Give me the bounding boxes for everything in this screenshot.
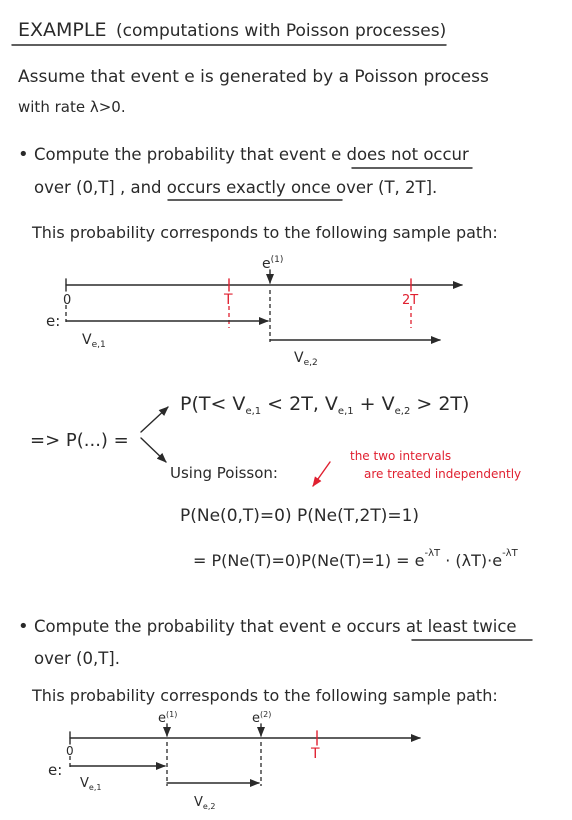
question2-line1 — [34, 617, 517, 636]
annotation-line-1: the two intervals — [350, 449, 452, 463]
branch-arrow-up — [141, 407, 168, 432]
d1-axis-label: e: — [46, 312, 61, 330]
d2-label-0: 0 — [66, 744, 74, 758]
math-upper: $P(T< V_{e,1} < 2T$, $V_{e,1} + V_{e,2} > 2T$) — [180, 393, 470, 417]
intro-line-1: Assume that event e is generated by a Poisson process — [18, 67, 489, 87]
d1-v2-label: $V_{e,2}$ — [294, 350, 318, 368]
example-heading-prefix: EXAMPLE — [18, 19, 107, 41]
formula-line-2: = $P(Ne(T)=0)P(Ne(T)=1) = e^{-\lambda T} \cdot (\lambda T)\cdot e^{-\lambda T}$ — [193, 548, 518, 570]
example-heading-paren: (computations with Poisson processes) — [116, 21, 447, 41]
d1-label-2T: 2T — [402, 293, 419, 308]
formula-line-1: P(Ne(0,T)=0) P(Ne(T,2T)=1) — [180, 506, 420, 526]
question1-bullet: • — [18, 144, 29, 165]
sample-path-text-2: This probability corresponds to the following sample path: — [32, 686, 498, 705]
question2-line1-underlined: at least twice — [405, 617, 517, 636]
d2-axis-label: e: — [48, 761, 63, 779]
question2-bullet: • — [18, 616, 29, 637]
question1-line2 — [34, 178, 437, 197]
question2-line1-pre: Compute the probability that event e occurs — [34, 617, 406, 636]
d2-v1-label: $V_{e,1}$ — [80, 776, 102, 792]
question1-line2-underlined: occurs exactly once — [166, 178, 331, 197]
annotation-line-2: are treated independently — [364, 467, 522, 481]
question2-line2: over (0,T]. — [34, 649, 120, 668]
branch-arrow-down — [141, 438, 166, 462]
sample-path-text-1: This probability corresponds to the following sample path: — [32, 223, 498, 242]
question1-line1-pre: Compute the probability that event e — [34, 145, 347, 164]
math-implies: => P(...) = — [30, 430, 129, 451]
intro-line-2: with rate λ>0. — [18, 98, 126, 116]
d1-label-T: T — [224, 292, 233, 308]
d2-label-T: T — [311, 746, 320, 762]
d1-label-0: 0 — [63, 293, 72, 308]
d2-event1-label: $e^{(1)}$ — [158, 710, 178, 726]
question1-line2-pre: over (0,T] , and — [34, 178, 167, 197]
using-poisson: Using Poisson: — [170, 464, 278, 482]
question1-line2-post: over (T, 2T]. — [330, 178, 438, 197]
d1-event-label: $e^{(1)}$ — [262, 255, 284, 272]
d1-v1-label: $V_{e,1}$ — [82, 332, 106, 350]
annotation-arrow — [313, 462, 330, 486]
d2-event2-label: $e^{(2)}$ — [252, 710, 272, 726]
question1-line1-underlined: does not occur — [346, 145, 469, 164]
question1-line1 — [34, 145, 469, 164]
d2-v2-label: $V_{e,2}$ — [194, 795, 216, 811]
